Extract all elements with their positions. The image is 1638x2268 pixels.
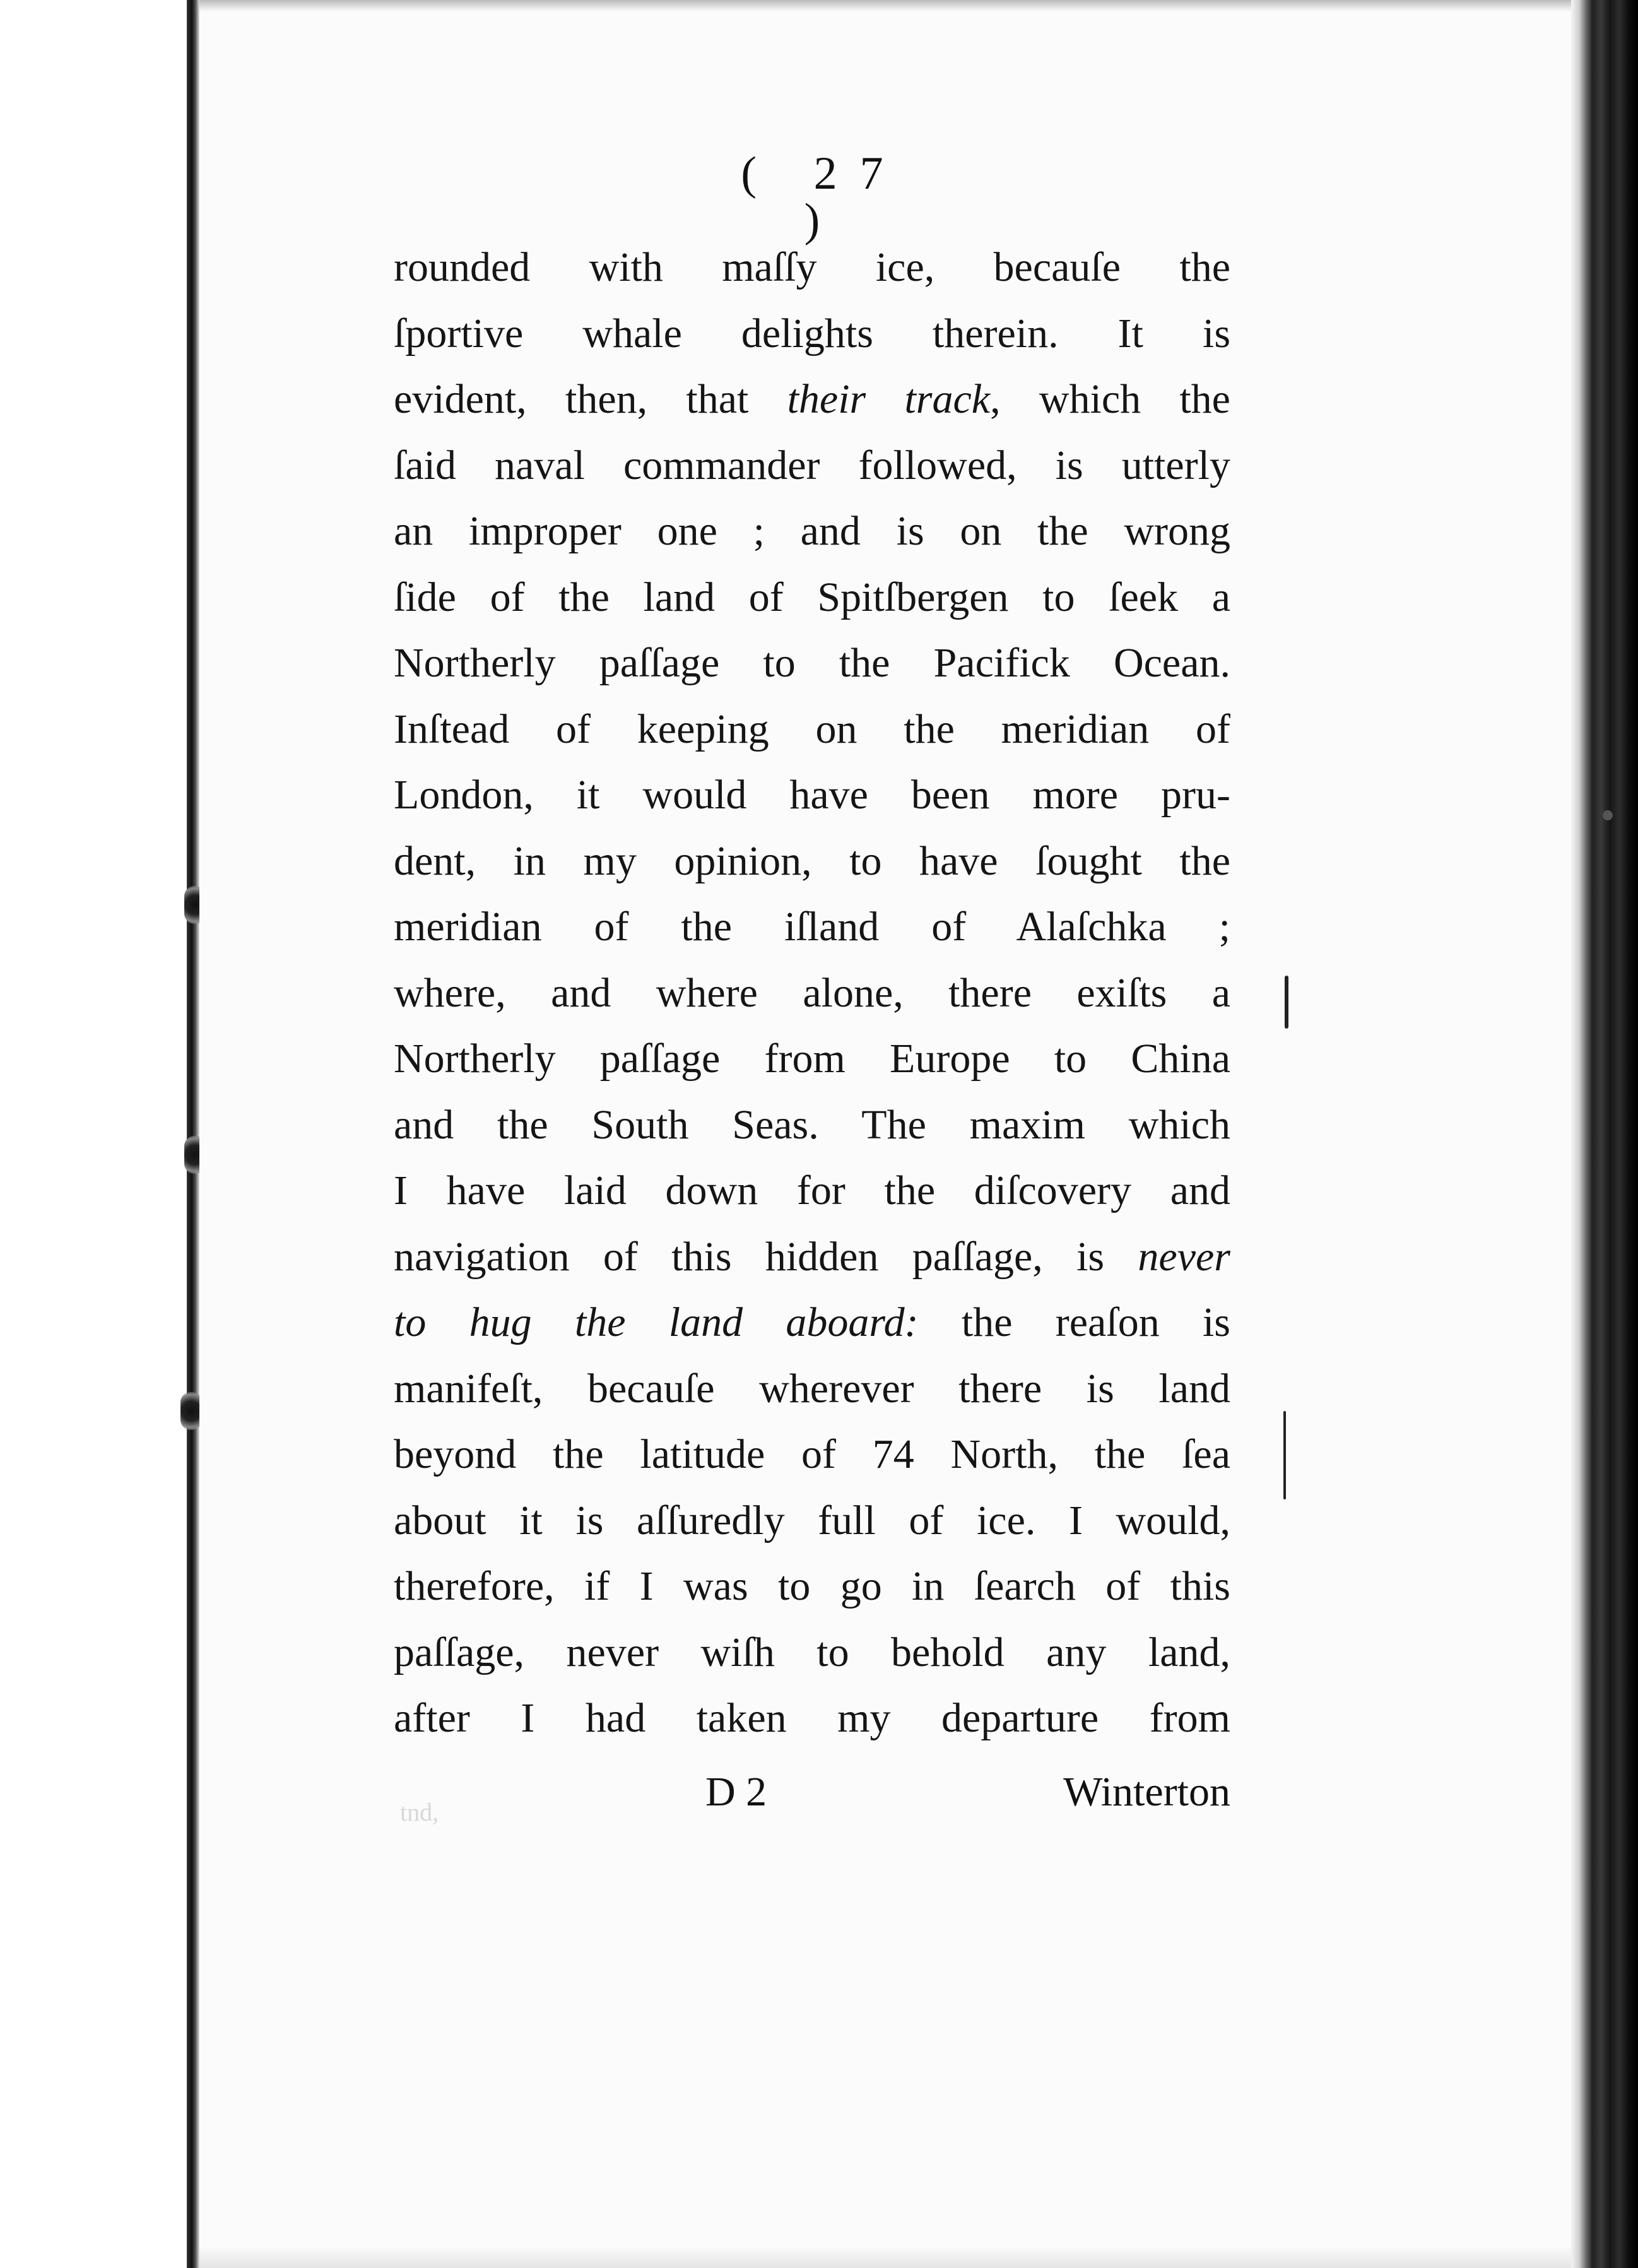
text-line: paſſage, never wiſh to behold any land, <box>394 1629 1230 1675</box>
text-line: meridian of the iſland of Alaſchka ; <box>394 904 1230 950</box>
text-run: , which the <box>990 376 1230 422</box>
text-line: Northerly paſſage from Europe to China <box>394 1036 1230 1082</box>
text-run: navigation of this hidden paſſage, is <box>394 1233 1138 1280</box>
text-line: and the South Seas. The maxim which <box>394 1101 1230 1148</box>
text-line: Inſtead of keeping on the meridian of <box>394 706 1230 752</box>
text-line: ſide of the land of Spitſbergen to ſeek a <box>394 574 1230 620</box>
italic-run: their track <box>787 376 991 422</box>
text-line: manifeſt, becauſe wherever there is land <box>394 1365 1230 1412</box>
text-line: where, and where alone, there exiſts a <box>394 969 1230 1016</box>
text-line: London, it would have been more pru- <box>394 772 1230 818</box>
body-text <box>394 235 1230 1752</box>
text-run: the reaſon is <box>918 1299 1230 1345</box>
stray-ink-mark <box>1285 976 1288 1029</box>
text-line: about it is aſſuredly full of ice. I would, <box>394 1497 1230 1544</box>
text-line: I have laid down for the diſcovery and <box>394 1167 1230 1214</box>
show-through-text: tnd, <box>400 1798 439 1826</box>
signature-mark: D 2 <box>705 1769 767 1815</box>
stray-ink-dot <box>1603 810 1613 820</box>
binding-gutter <box>187 0 199 2268</box>
text-line: ſportive whale delights therein. It is <box>394 310 1230 357</box>
stray-ink-mark <box>1283 1411 1286 1499</box>
page-footer <box>394 1761 1230 1824</box>
page-number: ( 27 ) <box>741 148 906 246</box>
text-line: beyond the latitude of 74 North, the ſea <box>394 1431 1230 1477</box>
text-line <box>394 367 1230 433</box>
text-line: dent, in my opinion, to have ſought the <box>394 837 1230 884</box>
text-line: after I had taken my departure from <box>394 1695 1230 1741</box>
binding-thread-mark <box>180 1392 202 1430</box>
catchword: Winterton <box>1063 1769 1230 1815</box>
text-line <box>394 1290 1230 1356</box>
page-bottom-edge <box>199 2247 1575 2268</box>
text-line: Northerly paſſage to the Pacifick Ocean. <box>394 640 1230 686</box>
page-top-edge <box>199 0 1638 11</box>
left-margin <box>0 0 189 2268</box>
text-line: therefore, if I was to go in ſearch of this <box>394 1563 1230 1609</box>
book-fore-edge <box>1571 0 1638 2268</box>
italic-run: to hug the land aboard: <box>394 1299 919 1345</box>
text-line: rounded with maſſy ice, becauſe the <box>394 244 1230 290</box>
text-line <box>394 1224 1230 1291</box>
text-line: an improper one ; and is on the wrong <box>394 508 1230 554</box>
text-line: ſaid naval commander followed, is utterly <box>394 442 1230 488</box>
text-run: evident, then, that <box>394 376 787 422</box>
italic-run: never <box>1138 1233 1230 1280</box>
